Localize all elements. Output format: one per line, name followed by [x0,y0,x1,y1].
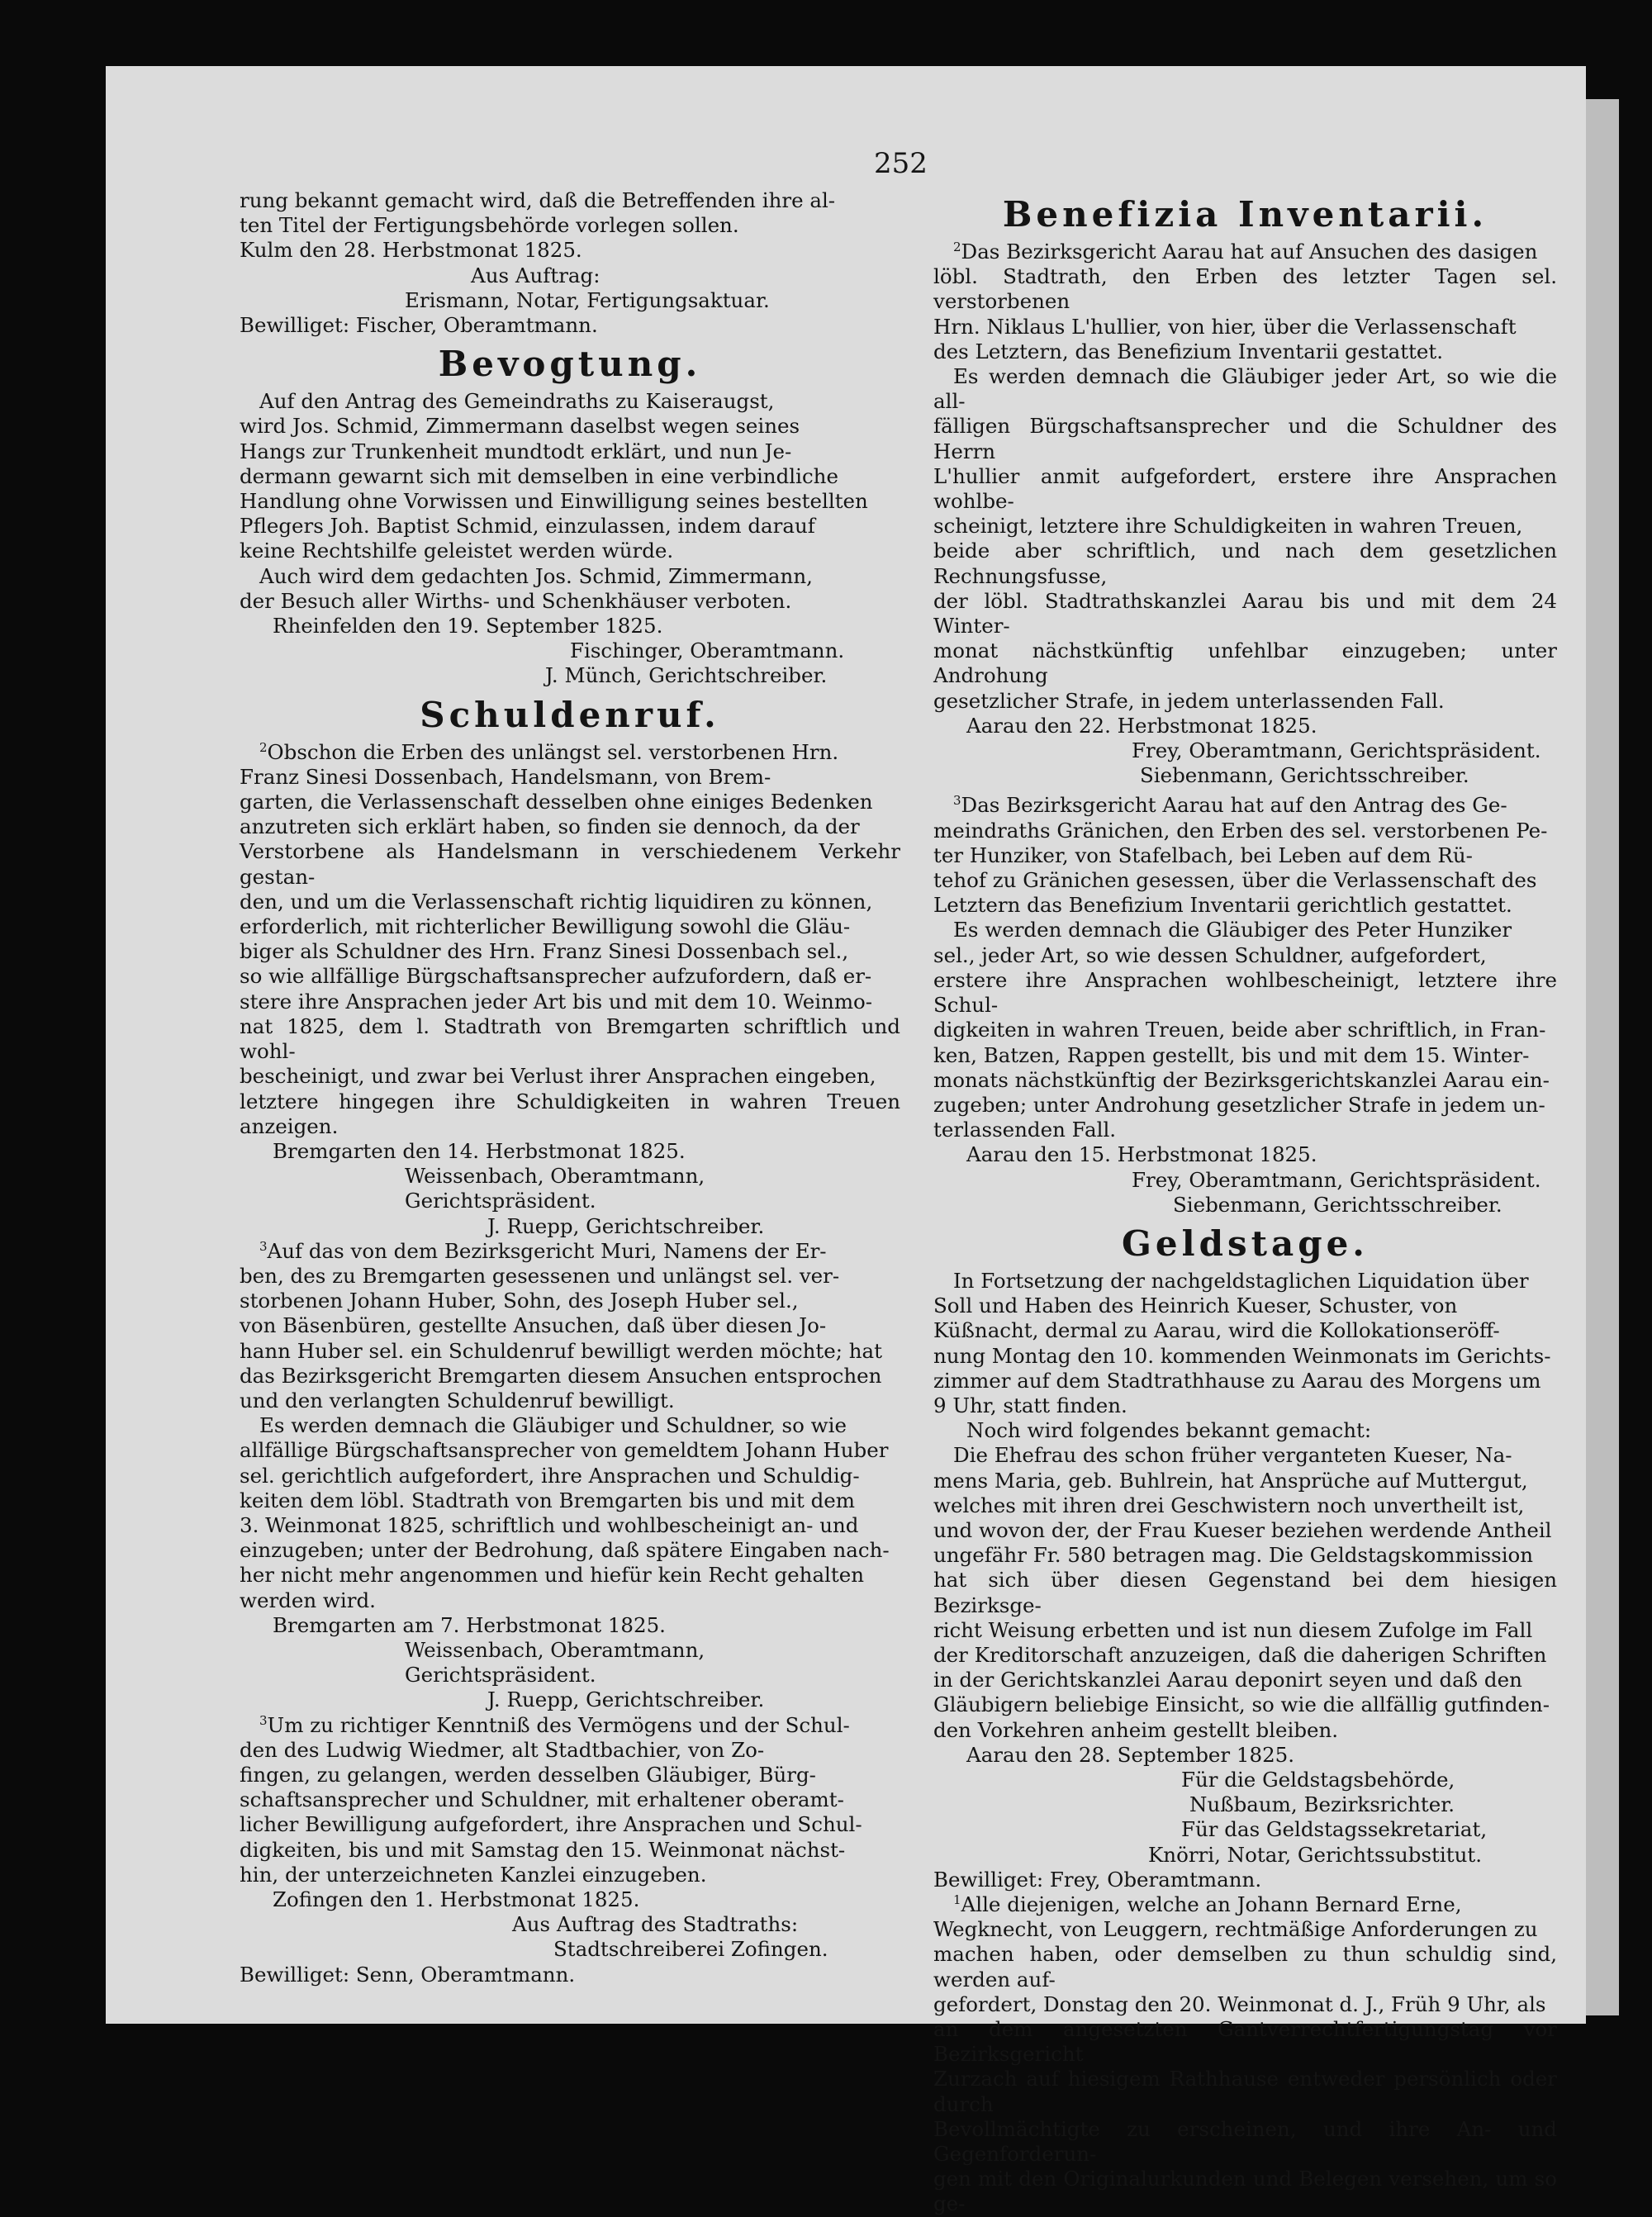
text-line: den Vorkehren anheim gestellt bleiben. [933,1717,1339,1742]
text-line: Auf den Antrag des Gemeindraths zu Kaiseraugst, [259,389,775,414]
text-line: Die Ehefrau des schon früher verganteten Kueser, Na- [953,1443,1512,1468]
text-line: digkeiten in wahren Treuen, beide aber schriftlich, in Fran- [933,1018,1546,1042]
intro-signature: Erismann, Notar, Fertigungsaktuar. [405,287,770,312]
signature-line: Weissenbach, Oberamtmann, Gerichtspräsident. [405,1164,705,1213]
date-line: Bremgarten den 14. Herbstmonat 1825. [273,1138,686,1163]
text-line: dermann gewarnt sich mit demselben in eine verbindliche [240,463,838,488]
text-line: Letztern das Benefizium Inventarii gerichtlich gestattet. [933,893,1512,918]
text-line: Handlung ohne Vorwissen und Einwilligung seines bestellten [240,489,868,514]
text-line: keine Rechtshilfe geleistet werden würde. [240,539,674,563]
text-line: Zurzach auf hiesigem Rathhause entweder persönlich oder durch [933,2067,1557,2116]
notice-number: 3 [259,1238,268,1254]
text-line: anzutreten sich erklärt haben, so finden sie dennoch, da der [240,814,860,839]
signature-line: Siebenmann, Gerichtsschreiber. [1173,1192,1502,1217]
text-line: Wegknecht, von Leuggern, rechtmäßige Anforderungen zu [933,1917,1538,1942]
text-line: tehof zu Gränichen gesessen, über die Verlassenschaft des [933,868,1537,893]
section-heading-geldstage: Geldstage. [1122,1222,1369,1264]
right-column [933,188,1557,2217]
text-line: so wie allfällige Bürgschaftsansprecher aufzufordern, daß er- [240,964,872,989]
text-line: bescheinigt, und zwar bei Verlust ihrer Ansprachen eingeben, [240,1064,876,1089]
text-line: $^3$Um zu richtiger Kenntniß des Vermögens und der Schul- [259,1712,850,1737]
text-line: In Fortsetzung der nachgeldstaglichen Liquidation über [953,1268,1529,1293]
text-line: einzugeben; unter der Bedrohung, daß spätere Eingaben nach- [240,1538,890,1563]
date-line: Aarau den 22. Herbstmonat 1825. [966,713,1317,738]
text-line: das Bezirksgericht Bremgarten diesem Ansuchen entsprochen [240,1363,882,1388]
text-line: fingen, zu gelangen, werden desselben Gläubiger, Bürg- [240,1762,816,1787]
text-line: Pflegers Joh. Baptist Schmid, einzulassen, indem darauf [240,514,815,539]
signature-line: Für die Geldstagsbehörde, [1181,1767,1455,1792]
text-line: Gläubigern beliebige Einsicht, so wie die allfällig gutfinden- [933,1692,1550,1717]
text-line: wird Jos. Schmid, Zimmermann daselbst wegen seines [240,414,800,439]
signature-line: Frey, Oberamtmann, Gerichtspräsident. [1132,1167,1541,1192]
date-line: Zofingen den 1. Herbstmonat 1825. [273,1887,640,1911]
text-line: $^3$Das Bezirksgericht Aarau hat auf den Antrag des Ge- [953,793,1507,818]
text-line: Soll und Haben des Heinrich Kueser, Schuster, von [933,1294,1458,1318]
text-line: und den verlangten Schuldenruf bewilligt. [240,1388,675,1412]
approval-line: Bewilliget: Fischer, Oberamtmann. [240,313,598,338]
text-line: Es werden demnach die Gläubiger jeder Art, so wie die all- [933,364,1557,414]
text-line: nung Montag den 10. kommenden Weinmonats im Gerichts- [933,1343,1551,1368]
text-line: erstere ihre Ansprachen wohlbescheinigt, letztere ihre Schul- [933,967,1557,1018]
date-line: Rheinfelden den 19. September 1825. [273,614,663,639]
text-line: 3. Weinmonat 1825, schriftlich und wohlbescheinigt an- und [240,1512,859,1537]
text-line: terlassenden Fall. [933,1118,1117,1142]
text-line: letztere hingegen ihre Schuldigkeiten in wahren Treuen anzeigen. [240,1089,900,1138]
text-line: allfällige Bürgschaftsansprecher von gemeldtem Johann Huber [240,1438,889,1463]
text-line: Verstorbene als Handelsmann in verschiedenem Verkehr gestan- [240,839,900,889]
text-line: des Letztern, das Benefizium Inventarii gestattet. [933,339,1444,363]
text-line: der Kreditorschaft anzuzeigen, daß die daherigen Schriften [933,1642,1547,1667]
section-heading-benefizia: Benefizia Inventarii. [1002,194,1488,235]
notice-number: 3 [953,793,961,809]
left-column [240,188,900,1987]
text-line: der Besuch aller Wirths- und Schenkhäuser verboten. [240,588,792,613]
text-line: Es werden demnach die Gläubiger und Schuldner, so wie [259,1413,847,1438]
notice-number: 2 [953,239,961,254]
text-line: digkeiten, bis und mit Samstag den 15. Weinmonat nächst- [240,1837,846,1862]
text-line: zugeben; unter Androhung gesetzlicher Strafe in jedem un- [933,1092,1545,1117]
signature-line: Nußbaum, Bezirksrichter. [1189,1792,1455,1817]
approval-line: Bewilliget: Frey, Oberamtmann. [933,1867,1262,1892]
text-line: Hrn. Niklaus L'hullier, von hier, über die Verlassenschaft [933,314,1517,339]
text-line: richt Weisung erbetten und ist nun diesem Zufolge im Fall [933,1617,1533,1642]
signature-line: J. Ruepp, Gerichtschreiber. [487,1213,765,1238]
text-line: 9 Uhr, statt finden. [933,1393,1127,1417]
text-line: ter Hunziker, von Stafelbach, bei Leben auf dem Rü- [933,843,1473,867]
date-line: Aarau den 15. Herbstmonat 1825. [966,1142,1317,1167]
text-line: $^2$Obschon die Erben des unlängst sel. verstorbenen Hrn. [259,739,839,764]
notice-number: 2 [259,739,268,755]
text-line: gefordert, Donstag den 20. Weinmonat d. J., Früh 9 Uhr, als [933,1992,1546,2016]
text-line: der löbl. Stadtrathskanzlei Aarau bis und mit dem 24 Winter- [933,588,1557,639]
text-line: zimmer auf dem Stadtrathhause zu Aarau des Morgens um [933,1368,1541,1393]
signature-line: Fischinger, Oberamtmann. [570,639,845,663]
notice-number: 3 [259,1712,268,1728]
text-line: fälligen Bürgschaftsansprecher und die Schuldner des Herrn [933,414,1557,463]
text-line: sel., jeder Art, so wie dessen Schuldner, aufgefordert, [933,942,1487,967]
text-line: in der Gerichtskanzlei Aarau deponirt seyen und daß den [933,1668,1522,1692]
text-line: nat 1825, dem l. Stadtrath von Bremgarten schriftlich und wohl- [240,1014,900,1064]
text-line: hann Huber sel. ein Schuldenruf bewilligt werden möchte; hat [240,1338,882,1363]
text-line: machen haben, oder demselben zu thun schuldig sind, werden auf- [933,1942,1557,1992]
intro-date: Kulm den 28. Herbstmonat 1825. [240,238,582,263]
text-line: keiten dem löbl. Stadtrath von Bremgarten bis und mit dem [240,1488,856,1512]
signature-line: Aus Auftrag des Stadtraths: [512,1912,799,1937]
text-line: Noch wird folgendes bekannt gemacht: [966,1418,1372,1443]
text-line: monats nächstkünftig der Bezirksgerichtskanzlei Aarau ein- [933,1067,1550,1092]
text-line: storbenen Johann Huber, Sohn, des Joseph Huber sel., [240,1289,799,1313]
text-line: Bevollmächtigte zu erscheinen, und ihre An- und Gegenforderun- [933,2116,1557,2167]
text-line: ungefähr Fr. 580 betragen mag. Die Geldstagskommission [933,1543,1534,1568]
signature-line: J. Ruepp, Gerichtschreiber. [487,1688,765,1712]
signature-line: Frey, Oberamtmann, Gerichtspräsident. [1132,738,1541,763]
signature-line: J. Münch, Gerichtschreiber. [545,663,828,688]
signature-line: Knörri, Notar, Gerichtssubstitut. [1148,1842,1482,1867]
text-line: werden wird. [240,1588,376,1612]
text-line: $^1$Alle diejenigen, welche an Johann Bernard Erne, [953,1892,1462,1916]
intro-signature: Aus Auftrag: [471,263,601,287]
text-line: hat sich über diesen Gegenstand bei dem hiesigen Bezirksge- [933,1568,1557,1617]
text-line: an dem angesetzten Gantverrechtfertigungstag vor Bezirksgericht [933,2017,1557,2067]
text-line: Auch wird dem gedachten Jos. Schmid, Zimmermann, [259,563,813,588]
approval-line: Bewilliget: Senn, Oberamtmann. [240,1962,576,1987]
text-line: Hangs zur Trunkenheit mundtodt erklärt, und nun Je- [240,439,792,463]
text-line: erforderlich, mit richterlicher Bewilligung sowohl die Gläu- [240,914,851,939]
text-line: $^3$Auf das von dem Bezirksgericht Muri, Namens der Er- [259,1238,827,1263]
text-line: von Bäsenbüren, gestellte Ansuchen, daß über diesen Jo- [240,1313,827,1338]
signature-line: Siebenmann, Gerichtsschreiber. [1140,763,1469,788]
signature-line: Stadtschreiberei Zofingen. [553,1937,828,1962]
text-line: mens Maria, geb. Buhlrein, hat Ansprüche auf Muttergut, [933,1468,1528,1493]
text-line: ken, Batzen, Rappen gestellt, bis und mit dem 15. Winter- [933,1042,1530,1067]
text-line: den, und um die Verlassenschaft richtig liquidiren zu können, [240,889,873,914]
text-line: scheinigt, letztere ihre Schuldigkeiten in wahren Treuen, [933,514,1523,539]
text-line: Es werden demnach die Gläubiger des Peter Hunziker [953,918,1512,942]
text-line: schaftsansprecher und Schuldner, mit erhaltener oberamt- [240,1787,844,1812]
text-line: und wovon der, der Frau Kueser beziehen werdende Antheil [933,1517,1552,1542]
text-line: beide aber schriftlich, und nach dem gesetzlichen Rechnungsfusse, [933,539,1557,588]
text-line: garten, die Verlassenschaft desselben ohne einiges Bedenken [240,790,873,814]
intro-line: ten Titel der Fertigungsbehörde vorlegen sollen. [240,213,739,238]
section-heading-bevogtung: Bevogtung. [438,344,702,385]
text-line: gesetzlicher Strafe, in jedem unterlassenden Fall. [933,688,1445,713]
date-line: Bremgarten am 7. Herbstmonat 1825. [273,1612,666,1637]
text-line: $^2$Das Bezirksgericht Aarau hat auf Ansuchen des dasigen [953,239,1538,263]
date-line: Aarau den 28. September 1825. [966,1742,1295,1767]
text-line: welches mit ihren drei Geschwistern noch unvertheilt ist, [933,1493,1525,1517]
intro-line: rung bekannt gemacht wird, daß die Betreffenden ihre al- [240,188,836,212]
signature-line: Für das Geldstagssekretariat, [1181,1817,1488,1842]
text-line: L'hullier anmit aufgefordert, erstere ihre Ansprachen wohlbe- [933,463,1557,514]
text-line: stere ihre Ansprachen jeder Art bis und mit dem 10. Weinmo- [240,989,873,1014]
signature-line: Weissenbach, Oberamtmann, Gerichtspräsident. [405,1637,705,1688]
text-line: biger als Schuldner des Hrn. Franz Sinesi Dossenbach sel., [240,939,849,964]
text-line: licher Bewilligung aufgefordert, ihre Ansprachen und Schul- [240,1812,862,1837]
text-line: den des Ludwig Wiedmer, alt Stadtbachier, von Zo- [240,1737,765,1762]
section-heading-schuldenruf: Schuldenruf. [420,694,720,735]
text-line: löbl. Stadtrath, den Erben des letzter Tagen sel. verstorbenen [933,264,1557,314]
text-line: ben, des zu Bremgarten gesessenen und unlängst sel. ver- [240,1263,840,1288]
text-line: meindraths Gränichen, den Erben des sel. verstorbenen Pe- [933,818,1548,843]
text-line: monat nächstkünftig unfehlbar einzugeben; unter Androhung [933,639,1557,688]
text-line: Franz Sinesi Dossenbach, Handelsmann, von Brem- [240,764,771,789]
text-line: her nicht mehr angenommen und hiefür kein Recht gehalten [240,1563,865,1588]
page-number: 252 [874,147,928,180]
text-line: hin, der unterzeichneten Kanzlei einzugeben. [240,1862,707,1887]
page-edge [1586,99,1619,2015]
text-line: Küßnacht, dermal zu Aarau, wird die Kollokationseröff- [933,1318,1500,1343]
notice-number: 1 [953,1892,961,1907]
text-line: sel. gerichtlich aufgefordert, ihre Ansprachen und Schuldig- [240,1463,860,1488]
text-line: gen mit den Originalurkunden und Belegen versehen, um so ge- [933,2167,1557,2216]
